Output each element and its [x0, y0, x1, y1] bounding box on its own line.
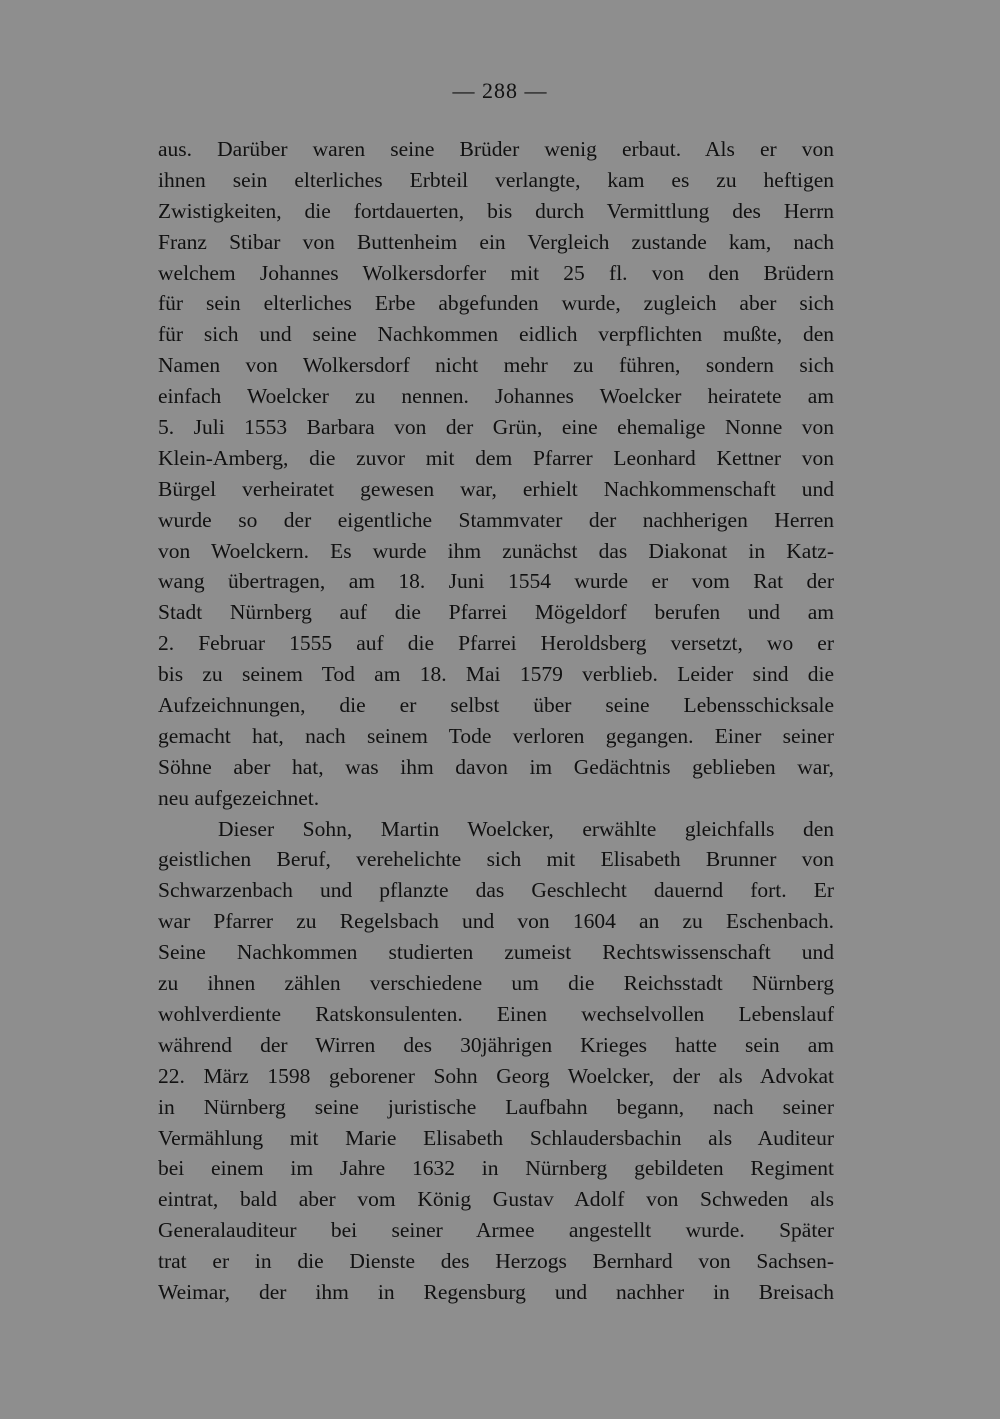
text-line: in Nürnberg seine juristische Laufbahn begann, nach seiner — [158, 1094, 834, 1119]
text-line: Schwarzenbach und pflanzte das Geschlecht dauernd fort. Er — [158, 878, 834, 903]
text-line: war Pfarrer zu Regelsbach und von 1604 an zu Eschenbach. — [158, 909, 834, 934]
text-line: Seine Nachkommen studierten zumeist Rechtswissenschaft und — [158, 940, 834, 965]
text-line: trat er in die Dienste des Herzogs Bernhard von Sachsen- — [158, 1249, 834, 1274]
text-line: Bürgel verheiratet gewesen war, erhielt Nachkommenschaft und — [158, 476, 834, 501]
text-line: Vermählung mit Marie Elisabeth Schlaudersbachin als Auditeur — [158, 1125, 834, 1150]
text-line: von Woelckern. Es wurde ihm zunächst das Diakonat in Katz- — [158, 538, 834, 563]
text-line: Dieser Sohn, Martin Woelcker, erwählte gleichfalls den — [218, 816, 834, 841]
text-line: für sich und seine Nachkommen eidlich verpflichten mußte, den — [158, 322, 834, 347]
page-number: — 288 — — [452, 78, 548, 103]
text-line: Namen von Wolkersdorf nicht mehr zu führen, sondern sich — [158, 353, 834, 378]
text-line: ihnen sein elterliches Erbteil verlangte, kam es zu heftigen — [158, 167, 834, 192]
text-line: 22. März 1598 geborener Sohn Georg Woelcker, der als Advokat — [158, 1063, 834, 1088]
text-line: Generalauditeur bei seiner Armee angestellt wurde. Später — [158, 1218, 834, 1243]
body-text — [158, 134, 834, 1308]
text-line: 5. Juli 1553 Barbara von der Grün, eine ehemalige Nonne von — [158, 415, 834, 440]
text-line: Klein-Amberg, die zuvor mit dem Pfarrer Leonhard Kettner von — [158, 445, 834, 470]
text-line: wurde so der eigentliche Stammvater der nachherigen Herren — [158, 507, 834, 532]
text-line: Söhne aber hat, was ihm davon im Gedächtnis geblieben war, — [158, 754, 834, 779]
text-line: während der Wirren des 30jährigen Krieges hatte sein am — [158, 1032, 834, 1057]
text-line: gemacht hat, nach seinem Tode verloren gegangen. Einer seiner — [158, 723, 834, 748]
text-line: Franz Stibar von Buttenheim ein Vergleich zustande kam, nach — [158, 229, 834, 254]
text-line: Aufzeichnungen, die er selbst über seine Lebensschicksale — [158, 693, 834, 718]
text-line: Stadt Nürnberg auf die Pfarrei Mögeldorf berufen und am — [158, 600, 834, 625]
text-line: neu aufgezeichnet. — [158, 785, 320, 810]
text-line: für sein elterliches Erbe abgefunden wurde, zugleich aber sich — [158, 291, 834, 316]
text-line: eintrat, bald aber vom König Gustav Adolf von Schweden als — [158, 1187, 834, 1212]
text-line: geistlichen Beruf, verehelichte sich mit Elisabeth Brunner von — [158, 847, 834, 872]
text-line: welchem Johannes Wolkersdorfer mit 25 fl. von den Brüdern — [158, 260, 834, 285]
text-line: 2. Februar 1555 auf die Pfarrei Heroldsberg versetzt, wo er — [158, 631, 834, 656]
text-line: Zwistigkeiten, die fortdauerten, bis durch Vermittlung des Herrn — [158, 198, 834, 223]
text-line: Weimar, der ihm in Regensburg und nachher in Breisach — [158, 1279, 834, 1304]
text-line: zu ihnen zählen verschiedene um die Reichsstadt Nürnberg — [158, 971, 834, 996]
text-line: aus. Darüber waren seine Brüder wenig erbaut. Als er von — [158, 137, 834, 161]
text-line: wang übertragen, am 18. Juni 1554 wurde er vom Rat der — [158, 569, 834, 594]
text-line: bis zu seinem Tod am 18. Mai 1579 verblieb. Leider sind die — [158, 662, 834, 687]
text-line: wohlverdiente Ratskonsulenten. Einen wechselvollen Lebenslauf — [158, 1001, 834, 1026]
text-line: bei einem im Jahre 1632 in Nürnberg gebildeten Regiment — [158, 1156, 834, 1181]
text-line: einfach Woelcker zu nennen. Johannes Woelcker heiratete am — [158, 384, 834, 409]
